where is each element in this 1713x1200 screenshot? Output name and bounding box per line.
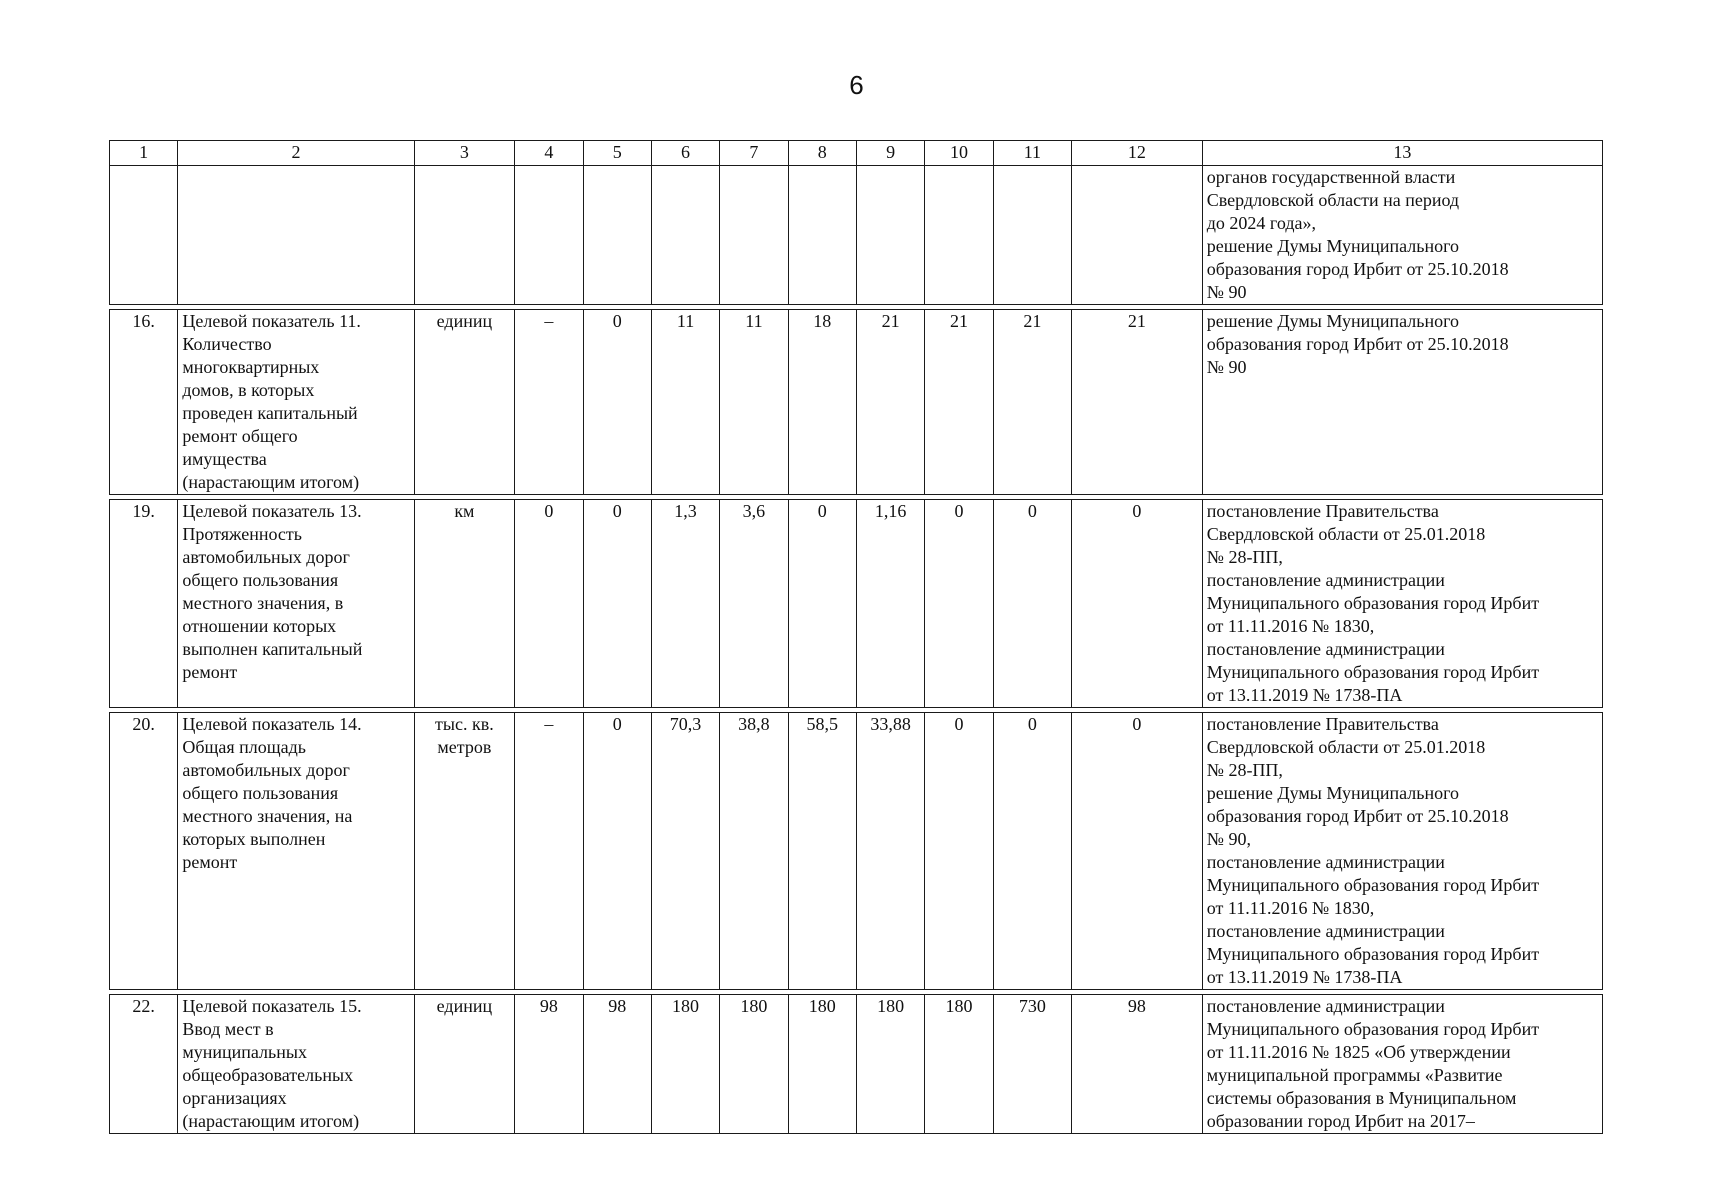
source-line: от 11.11.2016 № 1825 «Об утверждении (1206, 1042, 1511, 1062)
value-cell: 0 (925, 500, 993, 708)
indicator-line: общего пользования (182, 570, 339, 590)
empty-cell (1072, 166, 1203, 305)
unit-cell (414, 500, 515, 708)
source-line: Муниципального образования город Ирбит (1206, 593, 1540, 613)
indicator-line: Протяженность (182, 524, 302, 544)
indicator-line: проведен капитальный (182, 403, 358, 423)
column-header: 9 (856, 141, 924, 166)
row-number: 20. (110, 713, 178, 990)
empty-cell (925, 166, 993, 305)
value-cell: 1,3 (651, 500, 719, 708)
source-line: муниципальной программы «Развитие (1206, 1065, 1503, 1085)
row-number: 19. (110, 500, 178, 708)
value-cell: 0 (993, 713, 1071, 990)
source-line: образования город Ирбит от 25.10.2018 (1206, 806, 1509, 826)
value-cell: 0 (788, 500, 856, 708)
indicator-cell (178, 310, 414, 495)
unit-line: метров (437, 737, 492, 757)
source-line: № 90, (1206, 829, 1251, 849)
table-row (110, 995, 1603, 1134)
indicator-line: Целевой показатель 14. (182, 714, 362, 734)
empty-cell (414, 166, 515, 305)
empty-cell (178, 166, 414, 305)
value-cell: 0 (583, 310, 651, 495)
source-line: Свердловской области на период (1206, 190, 1460, 210)
value-cell: 18 (788, 310, 856, 495)
source-line: постановление администрации (1206, 996, 1445, 1016)
source-line: от 13.11.2019 № 1738-ПА (1206, 685, 1403, 705)
source-line: системы образования в Муниципальном (1206, 1088, 1517, 1108)
value-cell: 33,88 (856, 713, 924, 990)
source-cell (1202, 166, 1602, 305)
source-cell (1202, 310, 1602, 495)
source-line: Муниципального образования город Ирбит (1206, 1019, 1540, 1039)
column-header: 8 (788, 141, 856, 166)
column-header: 7 (720, 141, 788, 166)
indicator-line: выполнен капитальный (182, 639, 363, 659)
indicator-line: отношении которых (182, 616, 337, 636)
source-line: Свердловской области от 25.01.2018 (1206, 737, 1486, 757)
source-line: от 11.11.2016 № 1830, (1206, 616, 1375, 636)
value-cell: 0 (925, 713, 993, 990)
empty-cell (515, 166, 583, 305)
source-line: Свердловской области от 25.01.2018 (1206, 524, 1486, 544)
value-cell: 180 (856, 995, 924, 1134)
value-cell: 58,5 (788, 713, 856, 990)
source-line: постановление администрации (1206, 570, 1445, 590)
indicator-line: Общая площадь (182, 737, 306, 757)
value-cell: 180 (720, 995, 788, 1134)
continuation-row (110, 166, 1603, 305)
unit-line: км (454, 501, 475, 521)
indicator-line: которых выполнен (182, 829, 326, 849)
page-number: 6 (849, 70, 864, 100)
empty-cell (788, 166, 856, 305)
value-cell: 3,6 (720, 500, 788, 708)
source-line: постановление администрации (1206, 639, 1445, 659)
source-cell (1202, 713, 1602, 990)
source-line: Муниципального образования город Ирбит (1206, 875, 1540, 895)
indicator-cell (178, 713, 414, 990)
source-line: органов государственной власти (1206, 167, 1456, 187)
source-line: Муниципального образования город Ирбит (1206, 662, 1540, 682)
value-cell: 11 (720, 310, 788, 495)
header-row (110, 141, 1603, 166)
indicator-line: местного значения, на (182, 806, 353, 826)
column-header: 1 (110, 141, 178, 166)
source-line: Муниципального образования город Ирбит (1206, 944, 1540, 964)
unit-line: единиц (436, 311, 493, 331)
column-header: 3 (414, 141, 515, 166)
indicators-table (109, 140, 1603, 1134)
source-line: от 11.11.2016 № 1830, (1206, 898, 1375, 918)
indicator-line: Целевой показатель 15. (182, 996, 362, 1016)
value-cell: 730 (993, 995, 1071, 1134)
value-cell: 0 (1072, 713, 1203, 990)
source-line: постановление Правительства (1206, 501, 1439, 521)
source-line: решение Думы Муниципального (1206, 783, 1460, 803)
value-cell: 11 (651, 310, 719, 495)
column-header: 2 (178, 141, 414, 166)
indicator-line: ремонт (182, 662, 238, 682)
source-line: постановление Правительства (1206, 714, 1439, 734)
column-header: 12 (1072, 141, 1203, 166)
table-row (110, 500, 1603, 708)
value-cell: 98 (1072, 995, 1203, 1134)
source-line: № 28-ПП, (1206, 760, 1283, 780)
indicator-line: многоквартирных (182, 357, 320, 377)
table-row (110, 310, 1603, 495)
indicator-cell (178, 995, 414, 1134)
source-cell (1202, 500, 1602, 708)
value-cell: 180 (651, 995, 719, 1134)
value-cell: 180 (925, 995, 993, 1134)
indicator-line: организациях (182, 1088, 287, 1108)
indicator-line: Ввод мест в (182, 1019, 274, 1039)
indicator-line: автомобильных дорог (182, 547, 350, 567)
empty-cell (583, 166, 651, 305)
source-line: постановление администрации (1206, 921, 1445, 941)
unit-cell (414, 713, 515, 990)
source-line: решение Думы Муниципального (1206, 236, 1460, 256)
source-line: № 90 (1206, 357, 1247, 377)
value-cell: 0 (515, 500, 583, 708)
column-header: 4 (515, 141, 583, 166)
source-line: до 2024 года», (1206, 213, 1316, 233)
value-cell: 21 (856, 310, 924, 495)
column-header: 11 (993, 141, 1071, 166)
column-header: 5 (583, 141, 651, 166)
indicator-line: ремонт (182, 852, 238, 872)
empty-cell (993, 166, 1071, 305)
indicator-line: местного значения, в (182, 593, 344, 613)
indicator-line: Целевой показатель 11. (182, 311, 361, 331)
column-header: 13 (1202, 141, 1602, 166)
indicator-line: Количество (182, 334, 272, 354)
value-cell: 21 (925, 310, 993, 495)
value-cell: 70,3 (651, 713, 719, 990)
value-cell: – (515, 310, 583, 495)
source-cell (1202, 995, 1602, 1134)
source-line: № 90 (1206, 282, 1247, 302)
unit-cell (414, 995, 515, 1134)
indicator-line: общеобразовательных (182, 1065, 354, 1085)
value-cell: 98 (515, 995, 583, 1134)
source-line: постановление администрации (1206, 852, 1445, 872)
value-cell: 0 (1072, 500, 1203, 708)
value-cell: 0 (583, 500, 651, 708)
indicator-line: ремонт общего (182, 426, 298, 446)
indicator-line: (нарастающим итогом) (182, 1111, 360, 1131)
unit-cell (414, 310, 515, 495)
value-cell: 0 (993, 500, 1071, 708)
indicator-cell (178, 500, 414, 708)
unit-line: тыс. кв. (435, 714, 494, 734)
source-line: от 13.11.2019 № 1738-ПА (1206, 967, 1403, 987)
value-cell: 21 (1072, 310, 1203, 495)
indicator-line: Целевой показатель 13. (182, 501, 362, 521)
indicator-line: имущества (182, 449, 267, 469)
value-cell: 38,8 (720, 713, 788, 990)
source-line: № 28-ПП, (1206, 547, 1283, 567)
value-cell: 180 (788, 995, 856, 1134)
value-cell: – (515, 713, 583, 990)
empty-cell (110, 166, 178, 305)
value-cell: 98 (583, 995, 651, 1134)
table-row (110, 713, 1603, 990)
empty-cell (856, 166, 924, 305)
value-cell: 21 (993, 310, 1071, 495)
indicator-line: муниципальных (182, 1042, 307, 1062)
indicator-line: автомобильных дорог (182, 760, 350, 780)
empty-cell (720, 166, 788, 305)
indicator-line: домов, в которых (182, 380, 315, 400)
indicator-line: общего пользования (182, 783, 339, 803)
column-header: 6 (651, 141, 719, 166)
indicator-line: (нарастающим итогом) (182, 472, 360, 492)
source-line: образовании город Ирбит на 2017– (1206, 1111, 1475, 1131)
row-number: 16. (110, 310, 178, 495)
source-line: образования город Ирбит от 25.10.2018 (1206, 334, 1509, 354)
empty-cell (651, 166, 719, 305)
unit-line: единиц (436, 996, 493, 1016)
value-cell: 0 (583, 713, 651, 990)
value-cell: 1,16 (856, 500, 924, 708)
row-number: 22. (110, 995, 178, 1134)
column-header: 10 (925, 141, 993, 166)
source-line: образования город Ирбит от 25.10.2018 (1206, 259, 1509, 279)
source-line: решение Думы Муниципального (1206, 311, 1460, 331)
